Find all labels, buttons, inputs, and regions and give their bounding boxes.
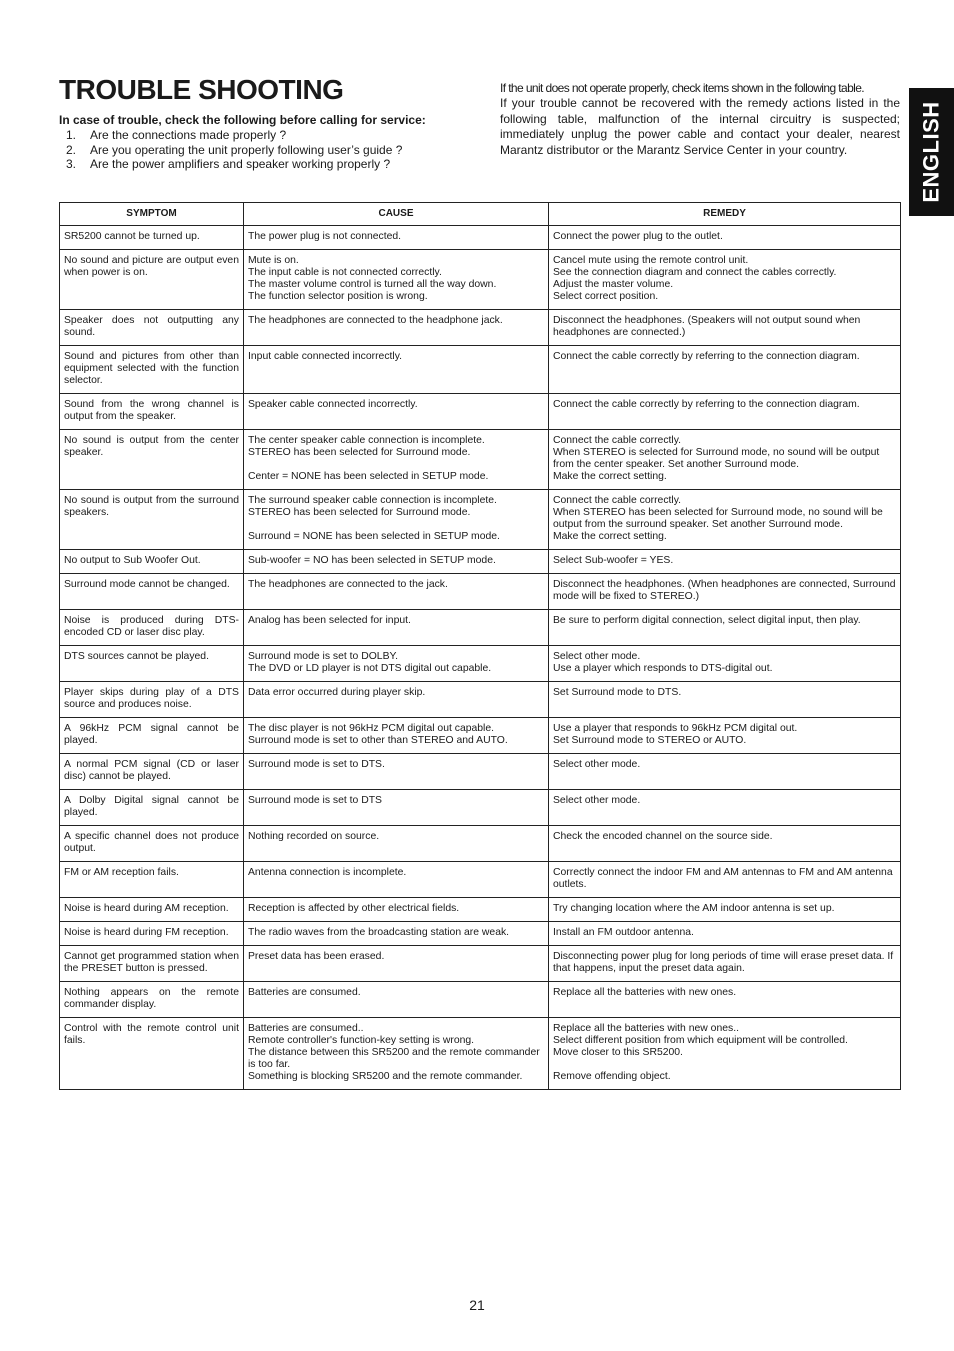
- table-row: [60, 1018, 901, 1090]
- cause-cell: Nothing recorded on source.: [244, 826, 549, 862]
- symptom-cell: FM or AM reception fails.: [60, 862, 244, 898]
- symptom-cell: A Dolby Digital signal cannot be played.: [60, 790, 244, 826]
- service-note-first-line: If the unit does not operate properly, check items shown in the following table.: [500, 81, 865, 95]
- symptom-cell: Nothing appears on the remote commander display.: [60, 982, 244, 1018]
- symptom-cell: No sound is output from the surround speakers.: [60, 490, 244, 550]
- symptom-cell: Player skips during play of a DTS source and produces noise.: [60, 682, 244, 718]
- cause-cell: The headphones are connected to the headphone jack.: [244, 310, 549, 346]
- remedy-cell: Disconnect the headphones. (Speakers will not output sound when headphones are connected.): [549, 310, 901, 346]
- table-row: [60, 862, 901, 898]
- pre-service-checklist: [66, 128, 402, 172]
- table-row: [60, 430, 901, 490]
- cause-cell: The radio waves from the broadcasting station are weak.: [244, 922, 549, 946]
- remedy-cell: Try changing location where the AM indoor antenna is set up.: [549, 898, 901, 922]
- symptom-cell: Control with the remote control unit fails.: [60, 1018, 244, 1090]
- service-note-body: If your trouble cannot be recovered with the remedy actions listed in the following table, malfunction of the internal circuitry is suspected; immediately unplug the power cable and contact your dealer, nearest Marantz distributor or the Marantz Service Center in your country.: [500, 96, 900, 157]
- symptom-cell: No output to Sub Woofer Out.: [60, 550, 244, 574]
- column-header-cause: CAUSE: [244, 203, 549, 226]
- remedy-cell: Select other mode.: [549, 790, 901, 826]
- troubleshooting-table: [59, 202, 901, 1090]
- column-header-remedy: REMEDY: [549, 203, 901, 226]
- remedy-cell: Replace all the batteries with new ones.. Select different position from which equipment will be controlled. Move closer to this SR5200. Remove offending object.: [549, 1018, 901, 1090]
- cause-cell: Batteries are consumed.. Remote controller's function-key setting is wrong. The distance between this SR5200 and the remote commander is too far. Something is blocking SR5200 and the remote commander.: [244, 1018, 549, 1090]
- symptom-cell: No sound and picture are output even when power is on.: [60, 250, 244, 310]
- table-header-row: [60, 203, 901, 226]
- symptom-cell: Noise is produced during DTS-encoded CD or laser disc play.: [60, 610, 244, 646]
- symptom-cell: Noise is heard during AM reception.: [60, 898, 244, 922]
- cause-cell: Surround mode is set to DTS: [244, 790, 549, 826]
- cause-cell: Batteries are consumed.: [244, 982, 549, 1018]
- cause-cell: Mute is on. The input cable is not connected correctly. The master volume control is turned all the way down. The function selector position is wrong.: [244, 250, 549, 310]
- checklist-text: Are the power amplifiers and speaker working properly ?: [90, 157, 391, 172]
- symptom-cell: Cannot get programmed station when the PRESET button is pressed.: [60, 946, 244, 982]
- symptom-cell: DTS sources cannot be played.: [60, 646, 244, 682]
- checklist-item: [66, 128, 402, 143]
- symptom-cell: A 96kHz PCM signal cannot be played.: [60, 718, 244, 754]
- table-row: [60, 226, 901, 250]
- checklist-number: 2.: [66, 142, 77, 157]
- remedy-cell: Connect the cable correctly. When STEREO has been selected for Surround mode, no sound will be output from the surround speaker. Set another Surround mode. Make the correct setting.: [549, 490, 901, 550]
- table-row: [60, 826, 901, 862]
- table-row: [60, 646, 901, 682]
- table-row: [60, 898, 901, 922]
- cause-cell: Surround mode is set to DOLBY. The DVD or LD player is not DTS digital out capable.: [244, 646, 549, 682]
- table-row: [60, 490, 901, 550]
- service-note: [500, 81, 900, 158]
- symptom-cell: SR5200 cannot be turned up.: [60, 226, 244, 250]
- table-row: [60, 346, 901, 394]
- table-row: [60, 754, 901, 790]
- table-row: [60, 310, 901, 346]
- remedy-cell: Connect the cable correctly by referring to the connection diagram.: [549, 394, 901, 430]
- cause-cell: Sub-woofer = NO has been selected in SETUP mode.: [244, 550, 549, 574]
- table-row: [60, 922, 901, 946]
- cause-cell: Preset data has been erased.: [244, 946, 549, 982]
- checklist-number: 3.: [66, 157, 77, 172]
- cause-cell: The power plug is not connected.: [244, 226, 549, 250]
- cause-cell: The headphones are connected to the jack.: [244, 574, 549, 610]
- remedy-cell: Connect the cable correctly. When STEREO is selected for Surround mode, no sound will be output from the center speaker. Set another Surround mode. Make the correct setting.: [549, 430, 901, 490]
- remedy-cell: Cancel mute using the remote control unit. See the connection diagram and connect the cables correctly. Adjust the master volume. Select correct position.: [549, 250, 901, 310]
- table-row: [60, 610, 901, 646]
- checklist-item: [66, 157, 402, 172]
- symptom-cell: A normal PCM signal (CD or laser disc) cannot be played.: [60, 754, 244, 790]
- table-row: [60, 682, 901, 718]
- page-number: 21: [469, 1297, 485, 1313]
- cause-cell: The disc player is not 96kHz PCM digital out capable. Surround mode is set to other than STEREO and AUTO.: [244, 718, 549, 754]
- cause-cell: Antenna connection is incomplete.: [244, 862, 549, 898]
- column-header-symptom: SYMPTOM: [60, 203, 244, 226]
- intro-heading: In case of trouble, check the following before calling for service:: [59, 113, 426, 127]
- remedy-cell: Disconnecting power plug for long periods of time will erase preset data. If that happens, input the preset data again.: [549, 946, 901, 982]
- page-title: TROUBLE SHOOTING: [59, 74, 344, 105]
- table-row: [60, 946, 901, 982]
- symptom-cell: Surround mode cannot be changed.: [60, 574, 244, 610]
- remedy-cell: Select other mode.: [549, 754, 901, 790]
- symptom-cell: Sound and pictures from other than equipment selected with the function selector.: [60, 346, 244, 394]
- remedy-cell: Set Surround mode to DTS.: [549, 682, 901, 718]
- cause-cell: Speaker cable connected incorrectly.: [244, 394, 549, 430]
- symptom-cell: No sound is output from the center speaker.: [60, 430, 244, 490]
- remedy-cell: Select other mode. Use a player which responds to DTS-digital out.: [549, 646, 901, 682]
- language-tab: [909, 88, 954, 216]
- remedy-cell: Use a player that responds to 96kHz PCM digital out. Set Surround mode to STEREO or AUTO.: [549, 718, 901, 754]
- cause-cell: Input cable connected incorrectly.: [244, 346, 549, 394]
- checklist-text: Are you operating the unit properly following user’s guide ?: [90, 142, 403, 157]
- remedy-cell: Select Sub-woofer = YES.: [549, 550, 901, 574]
- table-row: [60, 790, 901, 826]
- cause-cell: Reception is affected by other electrical fields.: [244, 898, 549, 922]
- remedy-cell: Connect the power plug to the outlet.: [549, 226, 901, 250]
- language-tab-label: ENGLISH: [918, 101, 944, 203]
- cause-cell: Surround mode is set to DTS.: [244, 754, 549, 790]
- cause-cell: Analog has been selected for input.: [244, 610, 549, 646]
- symptom-cell: Speaker does not outputting any sound.: [60, 310, 244, 346]
- cause-cell: Data error occurred during player skip.: [244, 682, 549, 718]
- remedy-cell: Correctly connect the indoor FM and AM antennas to FM and AM antenna outlets.: [549, 862, 901, 898]
- cause-cell: The center speaker cable connection is incomplete. STEREO has been selected for Surround mode. Center = NONE has been selected in SETUP mode.: [244, 430, 549, 490]
- symptom-cell: Noise is heard during FM reception.: [60, 922, 244, 946]
- table-row: [60, 250, 901, 310]
- symptom-cell: Sound from the wrong channel is output from the speaker.: [60, 394, 244, 430]
- checklist-item: [66, 143, 402, 158]
- remedy-cell: Be sure to perform digital connection, select digital input, then play.: [549, 610, 901, 646]
- table-row: [60, 394, 901, 430]
- symptom-cell: A specific channel does not produce output.: [60, 826, 244, 862]
- remedy-cell: Install an FM outdoor antenna.: [549, 922, 901, 946]
- remedy-cell: Connect the cable correctly by referring to the connection diagram.: [549, 346, 901, 394]
- remedy-cell: Replace all the batteries with new ones.: [549, 982, 901, 1018]
- table-row: [60, 982, 901, 1018]
- table-row: [60, 550, 901, 574]
- table-row: [60, 574, 901, 610]
- remedy-cell: Check the encoded channel on the source side.: [549, 826, 901, 862]
- remedy-cell: Disconnect the headphones. (When headphones are connected, Surround mode will be fixed to STEREO.): [549, 574, 901, 610]
- table-body: [60, 226, 901, 1090]
- checklist-number: 1.: [66, 128, 77, 142]
- checklist-text: Are the connections made properly ?: [90, 128, 287, 142]
- cause-cell: The surround speaker cable connection is incomplete. STEREO has been selected for Surround mode. Surround = NONE has been selected in SETUP mode.: [244, 490, 549, 550]
- table-row: [60, 718, 901, 754]
